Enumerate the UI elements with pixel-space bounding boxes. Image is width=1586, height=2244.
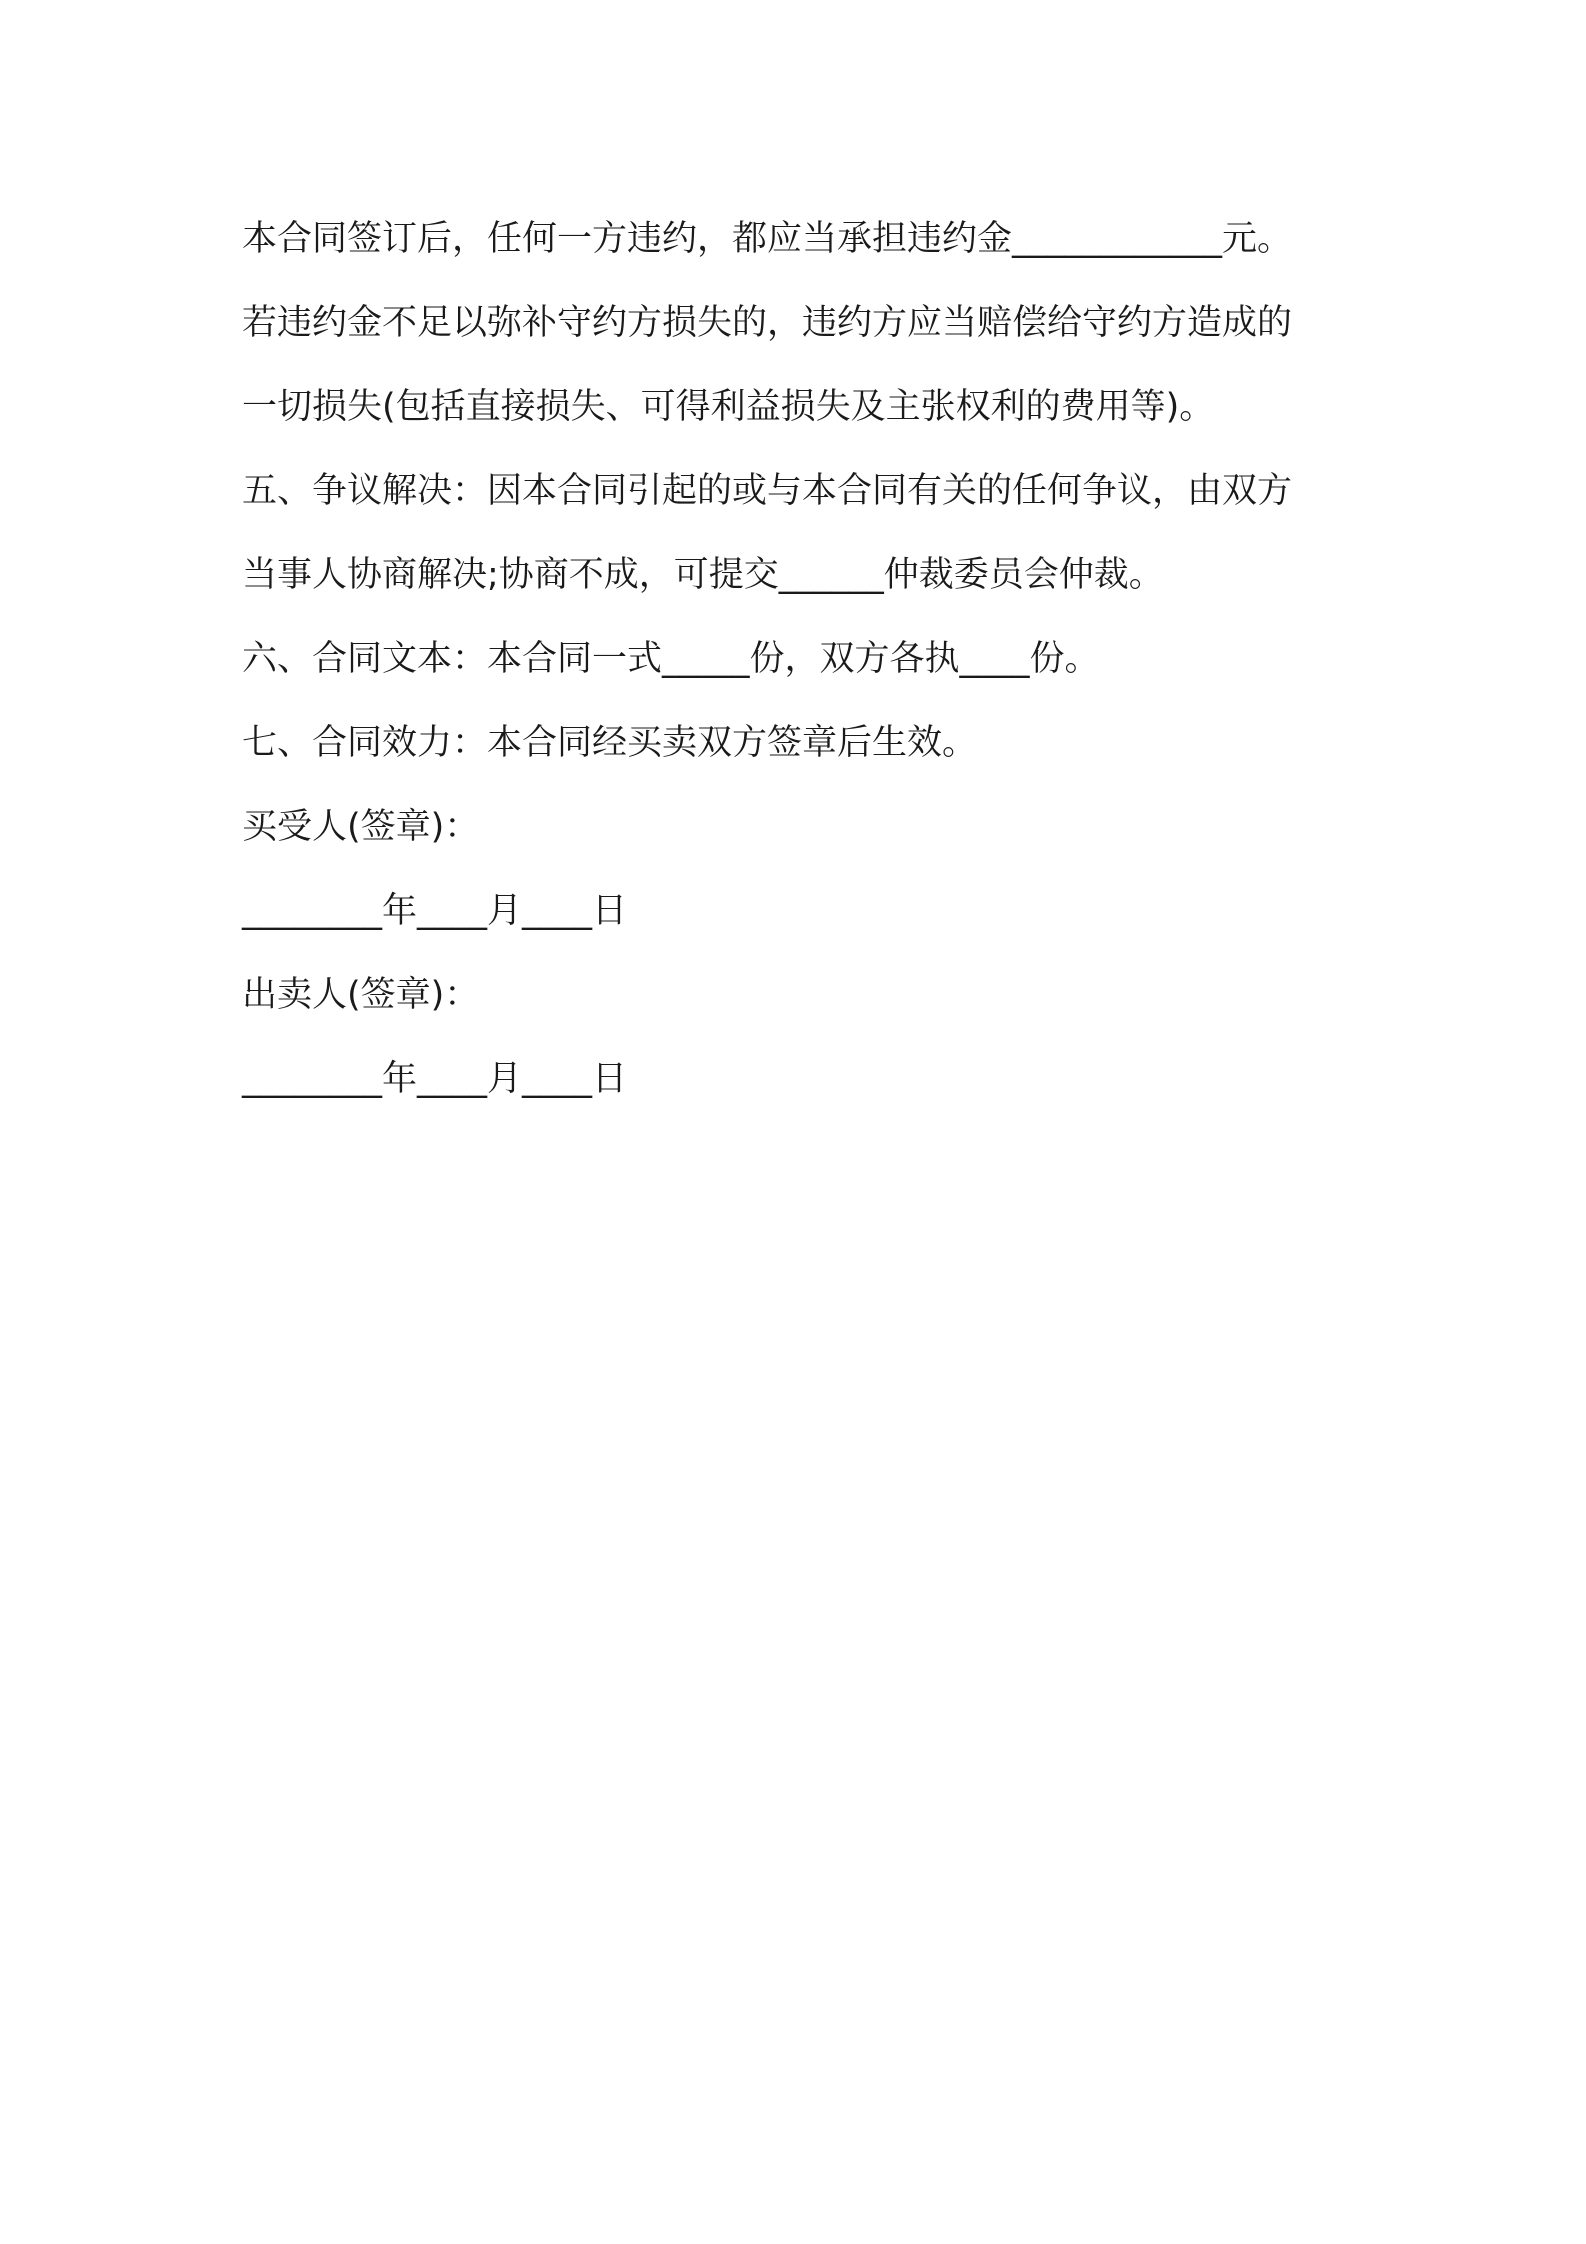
breach-loss-scope: 一切损失(包括直接损失、可得利益损失及主张权利的费用等)。 xyxy=(242,387,1215,427)
contract-effect-clause: 七、合同效力：本合同经买卖双方签章后生效。 xyxy=(242,723,978,763)
contract-body xyxy=(242,197,1352,1121)
dispute-arbitration-clause: 当事人协商解决;协商不成，可提交______仲裁委员会仲裁。 xyxy=(242,555,1164,595)
seller-signature-label: 出卖人(签章)： xyxy=(242,975,480,1015)
dispute-resolution-clause: 五、争议解决：因本合同引起的或与本合同有关的任何争议，由双方 xyxy=(242,471,1293,511)
contract-copies-clause: 六、合同文本：本合同一式_____份，双方各执____份。 xyxy=(242,639,1100,679)
seller-signature-date: ________年____月____日 xyxy=(242,1059,628,1099)
buyer-signature-date: ________年____月____日 xyxy=(242,891,628,931)
breach-penalty-clause: 本合同签订后，任何一方违约，都应当承担违约金____________元。 xyxy=(242,219,1293,259)
breach-compensation-clause: 若违约金不足以弥补守约方损失的，违约方应当赔偿给守约方造成的 xyxy=(242,303,1293,343)
buyer-signature-label: 买受人(签章)： xyxy=(242,807,480,847)
